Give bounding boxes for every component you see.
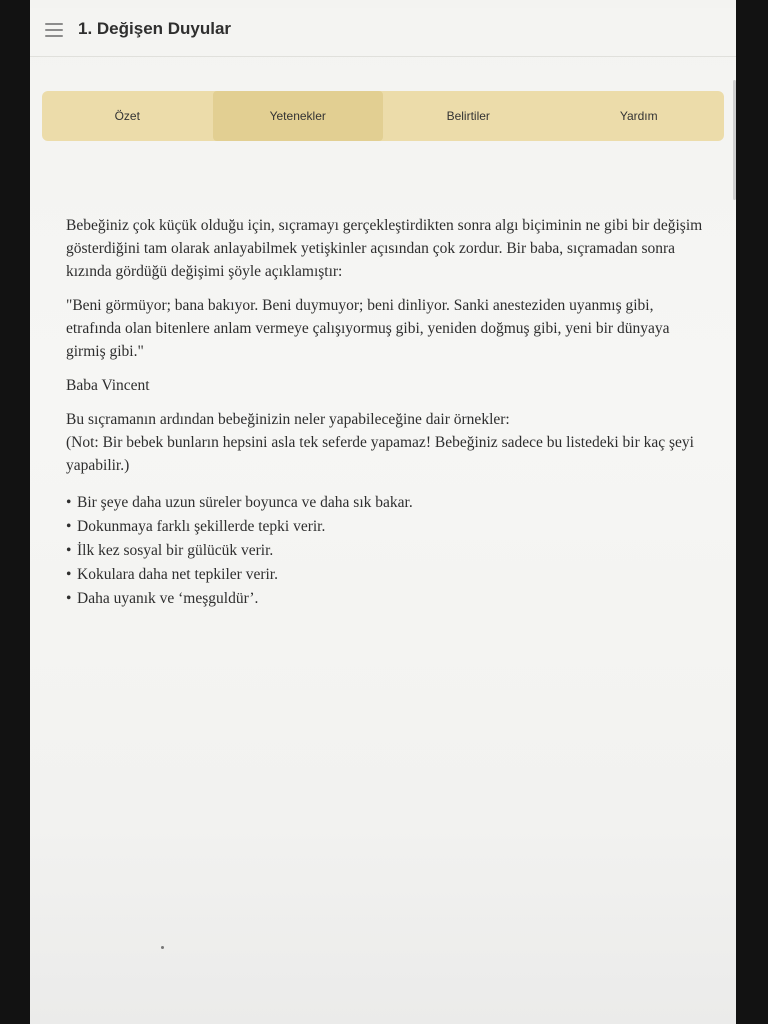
hamburger-menu-icon[interactable] [45, 23, 63, 37]
list-item: • Kokulara daha net tepkiler verir. [66, 566, 278, 583]
app-screen [30, 0, 736, 1024]
tab-yardim[interactable]: Yardım [619, 109, 658, 123]
page-title: 1. Değişen Duyular [78, 19, 232, 38]
list-item: • Bir şeye daha uzun süreler boyunca ve daha sık bakar. [66, 494, 413, 511]
quote-attribution: Baba Vincent [66, 377, 150, 394]
scrollbar[interactable] [733, 80, 736, 200]
tab-yetenekler[interactable]: Yetenekler [213, 91, 384, 141]
tab-belirtiler[interactable]: Belirtiler [446, 109, 490, 123]
list-item: • İlk kez sosyal bir gülücük verir. [66, 542, 274, 559]
screen-speck [161, 946, 164, 949]
app-bar [30, 8, 736, 57]
examples-list [66, 491, 710, 611]
list-item: • Daha uyanık ve ‘meşguldür’. [66, 590, 259, 607]
tab-bar [42, 91, 724, 141]
father-quote: "Beni görmüyor; bana bakıyor. Beni duymuyor; beni dinliyor. Sanki anesteziden uyanmış gibi, etrafında olan bitenlere anlam vermeye çalışıyormuş gibi, yeniden doğmuş gibi, yeni bir dünyaya girmiş gibi." [66, 297, 670, 360]
examples-intro: Bu sıçramanın ardından bebeğinizin neler yapabileceğine dair örnekler: [66, 411, 510, 428]
list-item: • Dokunmaya farklı şekillerde tepki verir. [66, 518, 326, 535]
examples-note: (Not: Bir bebek bunların hepsini asla tek seferde yapamaz! Bebeğiniz sadece bu listedeki bir kaç şeyi yapabilir.) [66, 434, 694, 474]
examples-section [66, 408, 710, 477]
article-content [66, 214, 710, 611]
tab-ozet[interactable]: Özet [114, 109, 140, 123]
intro-paragraph: Bebeğiniz çok küçük olduğu için, sıçramayı gerçekleştirdikten sonra algı biçiminin ne gibi bir değişim gösterdiğini tam olarak anlayabilmek yetişkinler açısından çok zordur. Bir baba, sıçramadan sonra kızında gördüğü değişimi şöyle açıklamıştır: [66, 217, 703, 280]
